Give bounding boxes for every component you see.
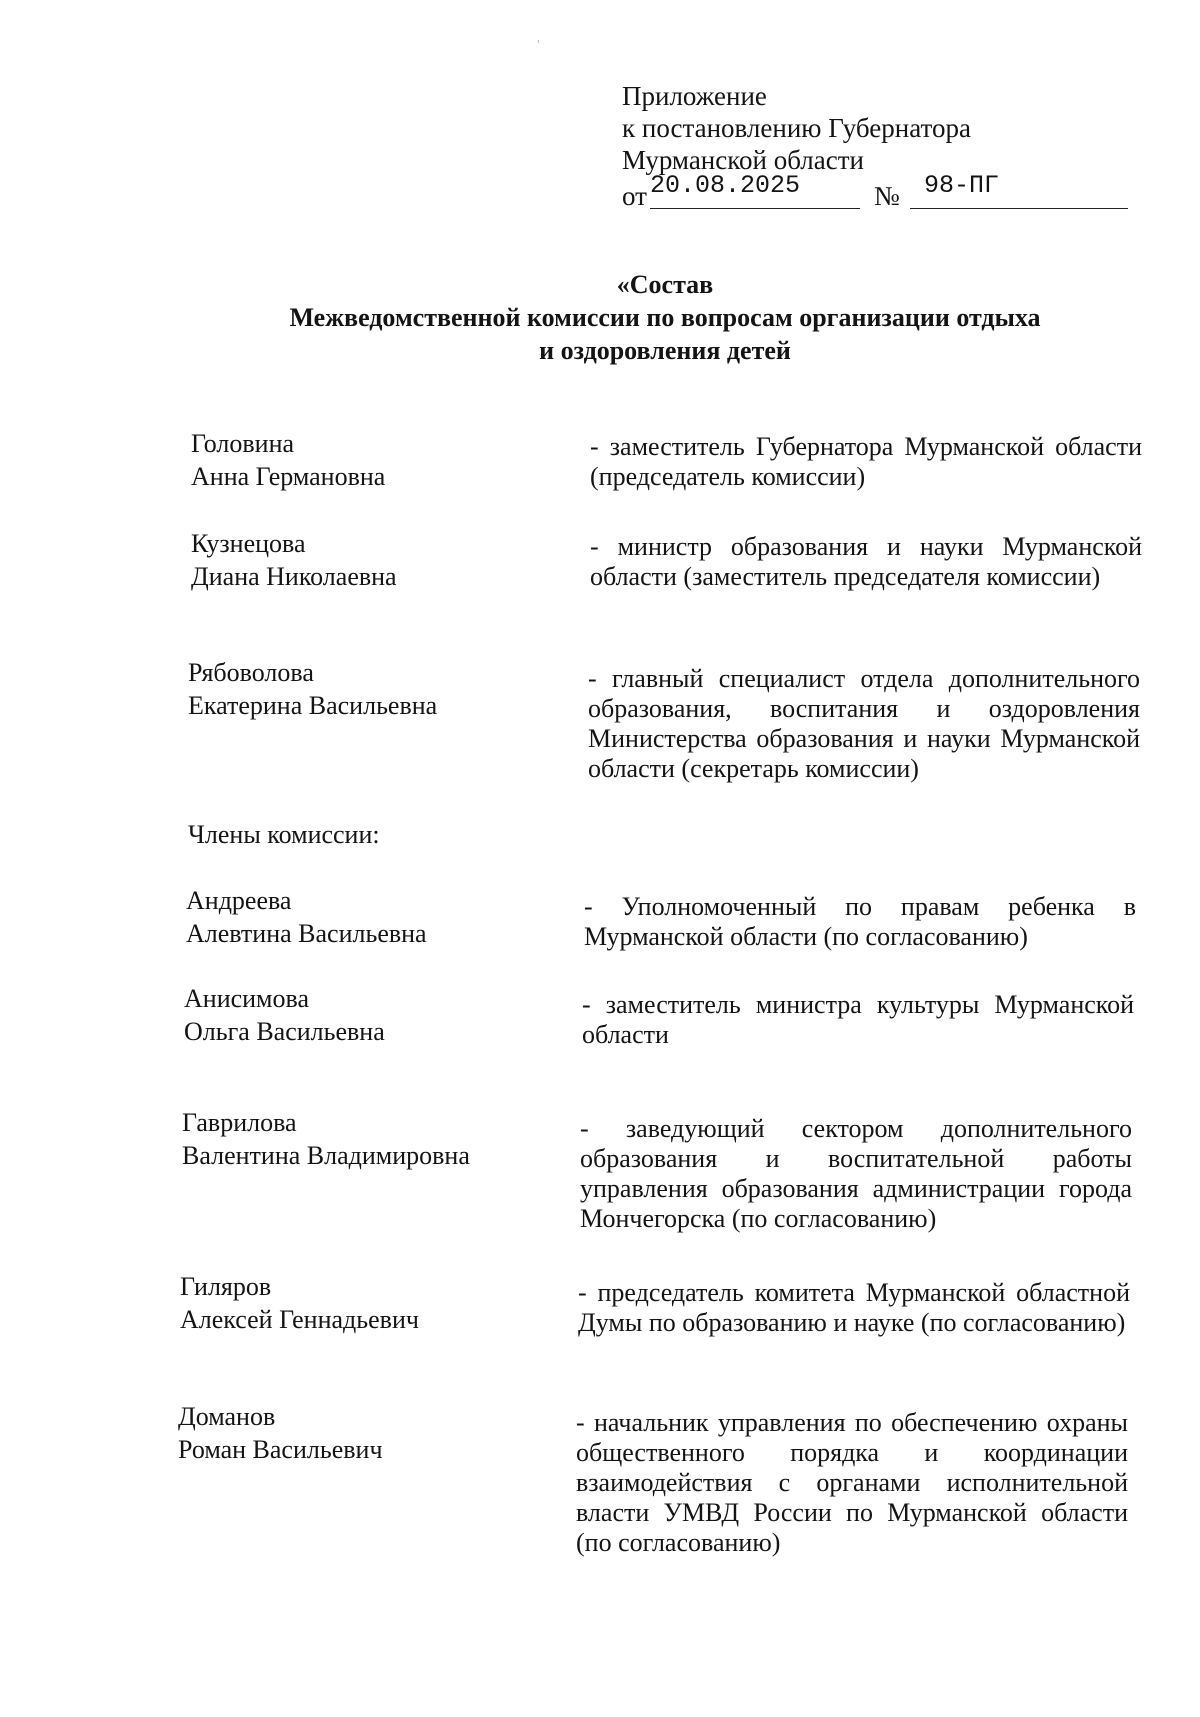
decree-number: 98-ПГ (910, 170, 1128, 209)
member-name (188, 656, 437, 722)
number-sign: № (874, 181, 900, 211)
member-role: - заместитель министра культуры Мурманской области (582, 990, 1134, 1049)
member-surname: Гаврилова (182, 1108, 297, 1137)
member-name (184, 982, 385, 1048)
member-role: - главный специалист отдела дополнительного образования, воспитания и оздоровления Министерства образования и науки Мурманской области (секретарь комиссии) (588, 664, 1140, 783)
member-given-names: Екатерина Васильевна (188, 691, 438, 720)
member-surname: Анисимова (184, 984, 309, 1013)
member-surname: Доманов (178, 1402, 276, 1431)
member-name (180, 1270, 419, 1336)
member-surname: Кузнецова (191, 529, 306, 558)
member-role: - начальник управления по обеспечению охраны общественного порядка и координации взаимодействия с органами исполнительной власти УМВД России по Мурманской области (по согласованию) (576, 1408, 1128, 1557)
member-name (191, 427, 385, 493)
member-surname: Головина (191, 429, 295, 458)
appendix-reference: к постановлению Губернатора (622, 113, 971, 143)
member-name (191, 527, 397, 593)
decree-date: 20.08.2025 (650, 170, 860, 209)
member-given-names: Алексей Геннадьевич (180, 1305, 419, 1334)
member-given-names: Валентина Владимировна (182, 1141, 470, 1170)
document-heading (0, 268, 1200, 367)
member-surname: Гиляров (180, 1272, 272, 1301)
member-surname: Андреева (186, 886, 292, 915)
appendix-region: Мурманской области (622, 145, 864, 175)
appendix-block (622, 80, 1000, 211)
scan-mark (538, 40, 539, 43)
appendix-date-row (622, 171, 1000, 211)
member-given-names: Ольга Васильевна (184, 1017, 385, 1046)
member-role: - заместитель Губернатора Мурманской области (председатель комиссии) (590, 432, 1142, 491)
member-name (186, 884, 427, 950)
member-role: - министр образования и науки Мурманской области (заместитель председателя комиссии) (590, 532, 1142, 591)
member-given-names: Роман Васильевич (178, 1435, 383, 1464)
member-name (178, 1400, 383, 1466)
members-section-label: Члены комиссии: (188, 820, 380, 849)
heading-line-1: «Состав (616, 270, 714, 299)
member-role: - Уполномоченный по правам ребенка в Мурманской области (по согласованию) (584, 892, 1136, 951)
member-surname: Рябоволова (188, 658, 314, 687)
member-role: - заведующий сектором дополнительного образования и воспитательной работы управления образования администрации города Мончегорска (по согласованию) (580, 1114, 1132, 1233)
date-prefix: от (622, 181, 647, 211)
member-given-names: Диана Николаевна (191, 562, 397, 591)
member-given-names: Анна Германовна (191, 462, 386, 491)
member-role: - председатель комитета Мурманской областной Думы по образованию и науке (по согласованию) (578, 1278, 1130, 1337)
heading-line-3: и оздоровления детей (539, 336, 791, 365)
appendix-title: Приложение (622, 81, 767, 111)
member-name (182, 1106, 470, 1172)
member-given-names: Алевтина Васильевна (186, 919, 427, 948)
heading-line-2: Межведомственной комиссии по вопросам организации отдыха (289, 303, 1041, 332)
